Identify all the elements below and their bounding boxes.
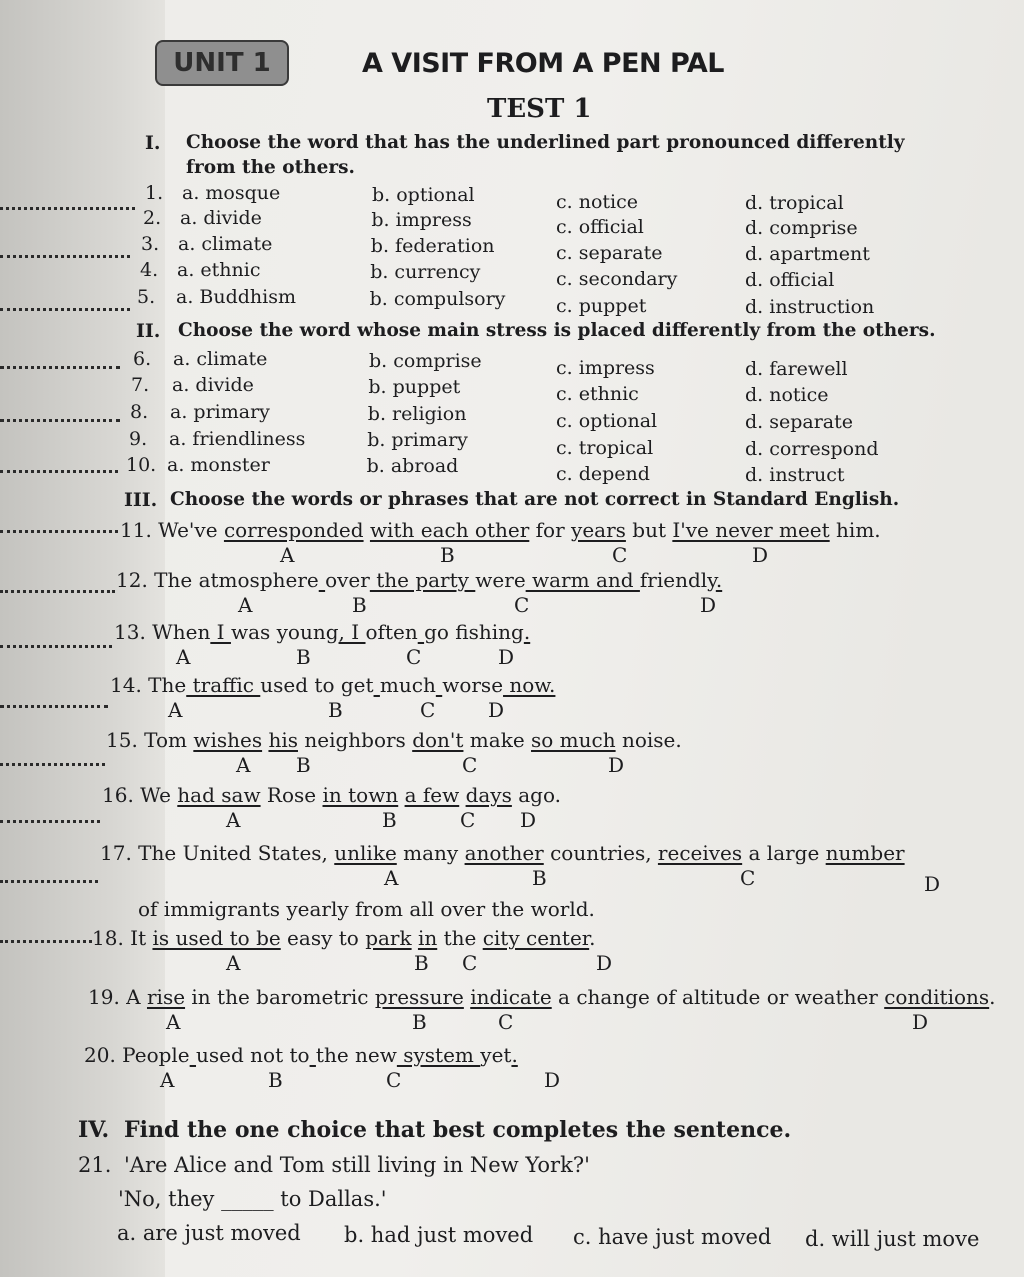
q21-blank: _____ <box>221 1187 274 1211</box>
q20-underlined-part: system <box>396 1043 481 1067</box>
q12-text: friendly <box>639 568 716 592</box>
q12-number: 12. <box>116 568 155 592</box>
q14-letter-d: D <box>488 698 505 722</box>
q18-text: the <box>437 926 483 950</box>
answer-line <box>0 705 108 708</box>
answer-line <box>0 820 100 823</box>
q8-option-d: d. separate <box>745 411 854 433</box>
q11-letter-b: B <box>440 543 455 567</box>
q12-sentence <box>116 568 722 592</box>
q16-number: 16. <box>102 783 141 807</box>
q20-sentence <box>84 1043 518 1067</box>
answer-line <box>0 366 120 369</box>
q3-option-a: a. climate <box>178 233 273 255</box>
q5-option-d: d. instruction <box>745 296 875 318</box>
q11-text: We've <box>158 518 224 542</box>
q19-letter-c: C <box>498 1010 514 1034</box>
q16-underlined-part: had saw <box>177 783 261 807</box>
section-1-number: I. <box>145 132 161 154</box>
q17-underlined-part: another <box>464 841 544 865</box>
q4-number: 4. <box>140 259 159 281</box>
q20-text: used not to <box>196 1043 310 1067</box>
q16-letter-d: D <box>520 808 537 832</box>
q11-text: for <box>529 518 572 542</box>
q20-letter-c: C <box>386 1068 402 1092</box>
q4-option-a: a. ethnic <box>177 259 261 281</box>
q13-sentence <box>114 620 530 644</box>
q21-line2-end: to Dallas.' <box>273 1187 387 1211</box>
q19-letter-b: B <box>412 1010 427 1034</box>
q1-option-a: a. mosque <box>182 182 281 204</box>
q16-underlined-part: in town <box>322 783 399 807</box>
q3-option-d: d. apartment <box>745 243 870 265</box>
q20-text: People <box>122 1043 190 1067</box>
answer-line <box>0 207 135 210</box>
q18-text: It <box>130 926 153 950</box>
q11-underlined-part: with each other <box>369 518 530 542</box>
test-title: TEST 1 <box>487 94 592 124</box>
answer-line <box>0 880 98 883</box>
q15-underlined-part: so much <box>531 728 616 752</box>
q11-number: 11. <box>120 518 159 542</box>
q4-option-b: b. currency <box>370 260 481 283</box>
q17-text: The United States, <box>138 841 335 865</box>
q18-letter-a: A <box>226 951 241 975</box>
q13-letter-b: B <box>296 645 311 669</box>
q8-option-a: a. primary <box>170 401 270 423</box>
q3-number: 3. <box>141 233 160 255</box>
q12-letter-c: C <box>514 593 530 617</box>
q19-letter-a: A <box>166 1010 181 1034</box>
answer-line <box>0 530 118 533</box>
q11-sentence <box>120 518 881 542</box>
q17-letter-b: B <box>532 866 547 890</box>
q7-option-a: a. divide <box>172 374 254 396</box>
q3-option-b: b. federation <box>370 234 495 257</box>
section-2-number: II. <box>136 320 161 342</box>
q8-option-c: c. optional <box>556 410 658 432</box>
section-3-instruction: Choose the words or phrases that are not correct in Standard English. <box>170 489 900 510</box>
q19-letter-d: D <box>912 1010 929 1034</box>
answer-line <box>0 763 105 766</box>
q17-letter-d: D <box>924 872 941 896</box>
q12-underlined-part: . <box>715 568 723 592</box>
q20-underlined-part: . <box>511 1043 518 1067</box>
q17-text: countries, <box>543 841 658 865</box>
q10-option-c: c. depend <box>556 463 650 485</box>
q16-underlined-part: a few <box>404 783 460 807</box>
q15-number: 15. <box>106 728 145 752</box>
q19-underlined-part: rise <box>146 985 186 1009</box>
q15-letter-c: C <box>462 753 478 777</box>
q17-underlined-part: unlike <box>334 841 397 865</box>
q1-option-b: b. optional <box>372 184 475 206</box>
q14-text: The <box>148 673 187 697</box>
q21-number: 21. <box>78 1153 112 1177</box>
q13-text: was young <box>230 620 339 644</box>
q20-number: 20. <box>84 1043 123 1067</box>
q18-sentence <box>92 926 596 950</box>
q20-text: yet <box>480 1043 512 1067</box>
unit-badge: UNIT 1 <box>155 40 289 86</box>
q17-letter-c: C <box>740 866 756 890</box>
answer-line <box>0 308 130 311</box>
q16-text: We <box>140 783 178 807</box>
q13-underlined-part: , I <box>338 620 366 644</box>
page-title: A VISIT FROM A PEN PAL <box>362 48 724 79</box>
q12-letter-b: B <box>352 593 367 617</box>
q13-letter-d: D <box>498 645 515 669</box>
q10-option-a: a. monster <box>167 454 270 476</box>
section-4-instruction: Find the one choice that best completes the sentence. <box>124 1117 792 1143</box>
q18-underlined-part: park <box>365 926 412 950</box>
q18-letter-b: B <box>414 951 429 975</box>
q11-text: him. <box>829 518 881 542</box>
q21-line2-start: 'No, they <box>118 1187 222 1211</box>
q15-underlined-part: don't <box>412 728 464 752</box>
q2-option-d: d. comprise <box>745 217 858 239</box>
q11-underlined-part: corresponded <box>223 518 364 542</box>
q6-option-d: d. farewell <box>745 358 848 380</box>
q15-text: noise. <box>615 728 682 752</box>
answer-line <box>0 940 92 943</box>
q18-letter-c: C <box>462 951 478 975</box>
q20-text: the new <box>315 1043 397 1067</box>
q11-letter-c: C <box>612 543 628 567</box>
q12-text: were <box>475 568 526 592</box>
q14-text: worse <box>442 673 504 697</box>
answer-line <box>0 255 130 258</box>
q16-text: ago. <box>511 783 562 807</box>
q18-underlined-part: city center <box>482 926 590 950</box>
q20-letter-d: D <box>544 1068 561 1092</box>
q11-letter-d: D <box>752 543 769 567</box>
q5-option-c: c. puppet <box>556 295 647 317</box>
q13-underlined-part: . <box>523 620 531 644</box>
q15-letter-b: B <box>296 753 311 777</box>
q10-option-b: b. abroad <box>366 455 459 478</box>
q16-letter-c: C <box>460 808 476 832</box>
q19-text: A <box>126 985 147 1009</box>
section-3-number: III. <box>124 489 158 511</box>
q17-sentence <box>100 841 905 865</box>
q16-letter-a: A <box>226 808 241 832</box>
q19-text: in the barometric <box>185 985 375 1009</box>
q13-letter-a: A <box>176 645 191 669</box>
q1-option-d: d. tropical <box>745 192 844 214</box>
answer-line <box>0 470 118 473</box>
q9-option-c: c. tropical <box>556 437 654 459</box>
q20-letter-a: A <box>160 1068 175 1092</box>
q19-underlined-part: pressure <box>374 985 464 1009</box>
q21-line1: 'Are Alice and Tom still living in New York?' <box>124 1153 590 1177</box>
q19-number: 19. <box>88 985 127 1009</box>
q16-letter-b: B <box>382 808 397 832</box>
q15-letter-d: D <box>608 753 625 777</box>
answer-line <box>0 419 120 422</box>
q12-letter-a: A <box>238 593 253 617</box>
q18-letter-d: D <box>596 951 613 975</box>
q15-letter-a: A <box>236 753 251 777</box>
q7-option-b: b. puppet <box>368 375 461 398</box>
q8-option-b: b. religion <box>367 402 467 425</box>
q14-text: much <box>379 673 436 697</box>
q17-text: many <box>396 841 465 865</box>
q16-text: Rose <box>260 783 323 807</box>
q15-text: make <box>463 728 532 752</box>
section-1-instruction-cont: from the others. <box>186 157 355 178</box>
q9-option-d: d. correspond <box>745 438 879 460</box>
q3-option-c: c. separate <box>556 242 663 264</box>
q18-underlined-part: in <box>417 926 438 950</box>
q2-option-a: a. divide <box>180 207 262 229</box>
q9-number: 9. <box>129 428 148 450</box>
q15-sentence <box>106 728 682 752</box>
q17-underlined-part: receives <box>657 841 743 865</box>
q12-underlined-part: warm and <box>525 568 640 592</box>
q13-text: go fishing <box>424 620 524 644</box>
q13-underlined-part: I <box>210 620 231 644</box>
q2-option-b: b. impress <box>371 208 472 231</box>
q8-number: 8. <box>130 401 149 423</box>
q9-option-a: a. friendliness <box>169 428 306 450</box>
q15-underlined-part: wishes <box>193 728 263 752</box>
q6-number: 6. <box>133 348 152 370</box>
q19-sentence <box>88 985 996 1009</box>
q14-number: 14. <box>110 673 149 697</box>
q6-option-c: c. impress <box>556 357 655 379</box>
q10-number: 10. <box>126 454 157 476</box>
q11-underlined-part: I've never meet <box>672 518 830 542</box>
q16-sentence <box>102 783 561 807</box>
q10-option-d: d. instruct <box>745 464 845 486</box>
q12-text: The atmosphere <box>154 568 319 592</box>
q14-letter-a: A <box>168 698 183 722</box>
q17-sentence-cont: of immigrants yearly from all over the world. <box>138 897 595 921</box>
q15-text: neighbors <box>298 728 413 752</box>
q11-text: but <box>625 518 673 542</box>
q12-text: over <box>325 568 370 592</box>
q11-letter-a: A <box>280 543 295 567</box>
q4-option-d: d. official <box>745 269 835 291</box>
q5-number: 5. <box>137 286 156 308</box>
q13-number: 13. <box>114 620 153 644</box>
q6-option-b: b. comprise <box>369 349 482 372</box>
q19-text: . <box>989 985 996 1009</box>
q20-letter-b: B <box>268 1068 283 1092</box>
q16-underlined-part: days <box>465 783 512 807</box>
q14-sentence <box>110 673 555 697</box>
q17-underlined-part: number <box>825 841 905 865</box>
q21-option-c: c. have just moved <box>573 1225 772 1249</box>
q21-option-a: a. are just moved <box>117 1221 301 1245</box>
q14-underlined-part: now. <box>503 673 556 697</box>
q18-text: easy to <box>280 926 366 950</box>
q18-number: 18. <box>92 926 131 950</box>
q13-text: often <box>365 620 418 644</box>
q14-letter-c: C <box>420 698 436 722</box>
section-2-instruction: Choose the word whose main stress is placed differently from the others. <box>178 320 936 341</box>
q15-text: Tom <box>144 728 194 752</box>
q21-line2 <box>118 1187 387 1211</box>
q17-text: a large <box>742 841 826 865</box>
q19-text: a change of altitude or weather <box>551 985 885 1009</box>
q13-text: When <box>152 620 211 644</box>
q4-option-c: c. secondary <box>556 268 678 290</box>
q21-option-b: b. had just moved <box>344 1223 534 1247</box>
answer-line <box>0 645 112 648</box>
q14-underlined-part: traffic <box>186 673 261 697</box>
q2-option-c: c. official <box>556 216 644 238</box>
q7-option-d: d. notice <box>745 384 829 406</box>
q18-text: . <box>589 926 596 950</box>
q14-text: used to get <box>260 673 374 697</box>
q13-letter-c: C <box>406 645 422 669</box>
q17-number: 17. <box>100 841 139 865</box>
q9-option-b: b. primary <box>367 429 468 452</box>
q12-underlined-part: the party <box>369 568 476 592</box>
q2-number: 2. <box>143 207 162 229</box>
q18-underlined-part: is used to be <box>152 926 281 950</box>
q1-option-c: c. notice <box>556 191 638 213</box>
q19-underlined-part: conditions <box>884 985 990 1009</box>
section-4-number: IV. <box>78 1117 110 1143</box>
q17-letter-a: A <box>384 866 399 890</box>
q1-number: 1. <box>145 182 164 204</box>
q7-option-c: c. ethnic <box>556 383 639 405</box>
q7-number: 7. <box>131 374 150 396</box>
q5-option-b: b. compulsory <box>369 287 506 310</box>
q19-underlined-part: indicate <box>470 985 552 1009</box>
q5-option-a: a. Buddhism <box>176 286 297 308</box>
q21-option-d: d. will just move <box>805 1227 980 1251</box>
q14-letter-b: B <box>328 698 343 722</box>
answer-line <box>0 590 115 593</box>
q6-option-a: a. climate <box>173 348 268 370</box>
q12-letter-d: D <box>700 593 717 617</box>
q15-underlined-part: his <box>268 728 298 752</box>
q11-underlined-part: years <box>571 518 626 542</box>
section-1-instruction: Choose the word that has the underlined part pronounced differently <box>186 132 905 153</box>
